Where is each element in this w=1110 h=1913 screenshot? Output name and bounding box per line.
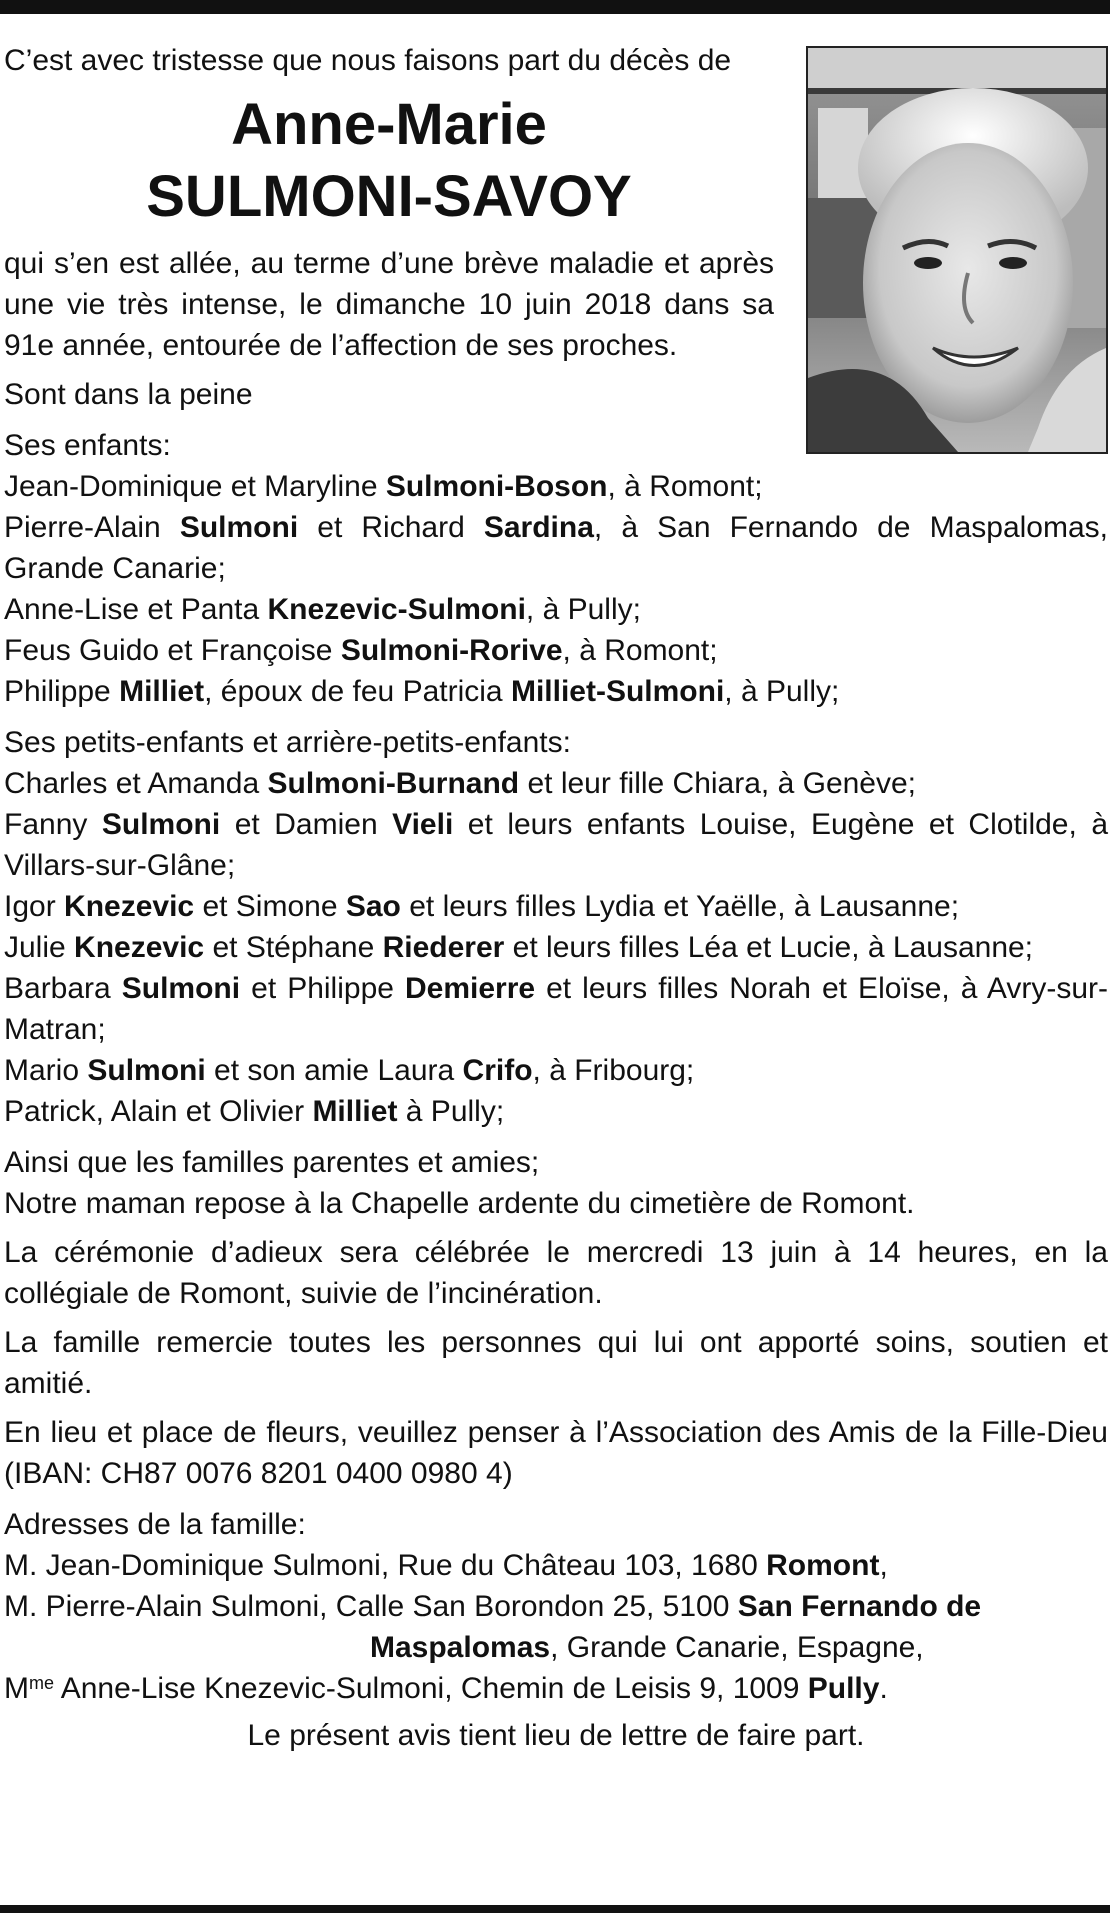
address-line: $M^{me}$ Anne-Lise Knezevic-Sulmoni, Chemin de Leisis 9, 1009 Pully. (4, 1672, 888, 1705)
list-item: Fanny Sulmoni et Damien Vieli et leurs enfants Louise, Eugène et Clotilde, à Villars-sur-Glâne; (4, 808, 1108, 882)
obituary-notice (4, 40, 1108, 1764)
header-column (4, 40, 774, 366)
mourners-intro: Sont dans la peine (4, 378, 253, 411)
addresses-heading: Adresses de la famille: (4, 1508, 306, 1541)
flowers-text: En lieu et place de fleurs, veuillez penser à l’Association des Amis de la Fille-Dieu (IBAN: CH87 0076 8201 0400 0980 4) (4, 1416, 1108, 1490)
list-item: Feus Guido et Françoise Sulmoni-Rorive, à Romont; (4, 634, 718, 667)
list-item: Mario Sulmoni et son amie Laura Crifo, à Fribourg; (4, 1054, 695, 1087)
list-item: Jean-Dominique et Maryline Sulmoni-Boson, à Romont; (4, 470, 763, 503)
death-description: qui s’en est allée, au terme d’une brève maladie et après une vie très intense, le dimanche 10 juin 2018 dans sa 91e année, entourée de l’affection de ses proches. (4, 247, 774, 362)
thanks-text: La famille remercie toutes les personnes qui lui ont apporté soins, soutien et amitié. (4, 1326, 1108, 1400)
address-line: M. Pierre-Alain Sulmoni, Calle San Borondon 25, 5100 San Fernando de (4, 1590, 982, 1623)
families-text: Ainsi que les familles parentes et amies; (4, 1146, 540, 1179)
closing-text: Le présent avis tient lieu de lettre de faire part. (247, 1719, 865, 1752)
addresses-section (4, 1504, 1108, 1709)
name-first: Anne-Marie (231, 92, 547, 157)
children-heading: Ses enfants: (4, 429, 171, 462)
list-item: Philippe Milliet, époux de feu Patricia Milliet-Sulmoni, à Pully; (4, 675, 840, 708)
bottom-border (0, 1905, 1110, 1913)
address-line: Maspalomas, Grande Canarie, Espagne, (370, 1631, 924, 1664)
children-section (4, 425, 1108, 712)
list-item: Igor Knezevic et Simone Sao et leurs filles Lydia et Yaëlle, à Lausanne; (4, 890, 960, 923)
address-line: M. Jean-Dominique Sulmoni, Rue du Château 103, 1680 Romont, (4, 1549, 888, 1582)
grandchildren-heading: Ses petits-enfants et arrière-petits-enfants: (4, 726, 571, 759)
grandchildren-section (4, 722, 1108, 1132)
top-border (0, 0, 1110, 14)
list-item: Julie Knezevic et Stéphane Riederer et leurs filles Léa et Lucie, à Lausanne; (4, 931, 1034, 964)
list-item: Anne-Lise et Panta Knezevic-Sulmoni, à Pully; (4, 593, 641, 626)
list-item: Barbara Sulmoni et Philippe Demierre et leurs filles Norah et Eloïse, à Avry-sur-Matran; (4, 972, 1108, 1046)
list-item: Charles et Amanda Sulmoni-Burnand et leur fille Chiara, à Genève; (4, 767, 917, 800)
deceased-name (4, 89, 774, 233)
ceremony-text: La cérémonie d’adieux sera célébrée le mercredi 13 juin à 14 heures, en la collégiale de Romont, suivie de l’incinération. (4, 1236, 1108, 1310)
list-item: Patrick, Alain et Olivier Milliet à Pully; (4, 1095, 505, 1128)
name-last: SULMONI-SAVOY (146, 164, 632, 229)
intro-text: C’est avec tristesse que nous faisons part du décès de (4, 44, 732, 77)
rest-text: Notre maman repose à la Chapelle ardente du cimetière de Romont. (4, 1187, 915, 1220)
list-item: Pierre-Alain Sulmoni et Richard Sardina, à San Fernando de Maspalomas, Grande Canarie; (4, 511, 1108, 585)
